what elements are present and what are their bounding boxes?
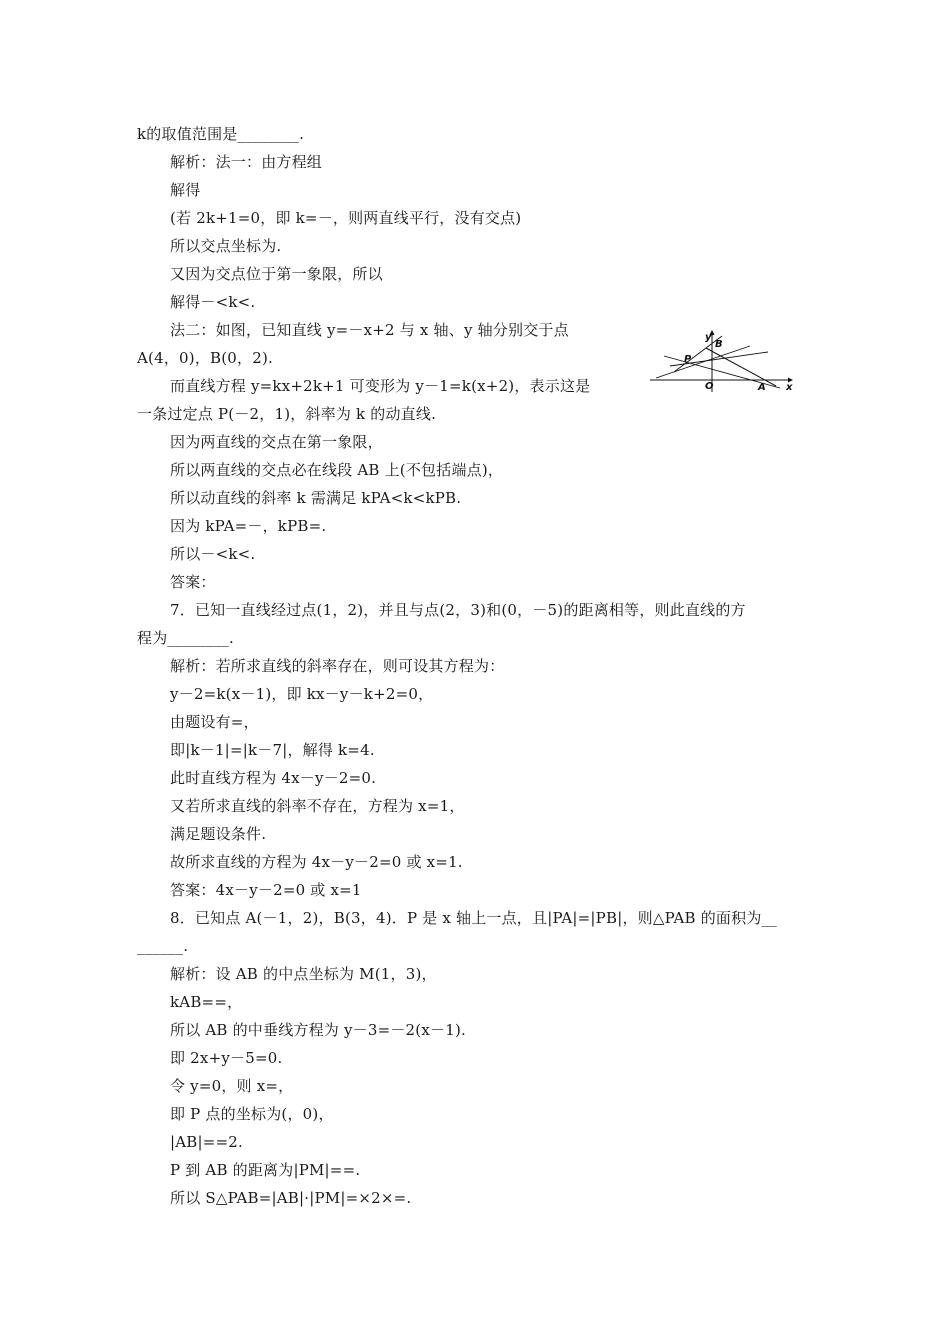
text-line-12: 因为两直线的交点在第一象限， [170,433,383,451]
text-line-35: 令 y=0，则 x=， [170,1077,294,1095]
text-line-37: |AB|==2. [170,1133,244,1151]
text-line-14: 所以动直线的斜率 k 需满足 kPA<k<kPB. [170,489,462,507]
text-line-2: 解析：法一：由方程组 [170,153,323,171]
text-line-18: 7．已知一直线经过点(1，2)，并且与点(2，3)和(0，－5)的距离相等，则此直线的方 [170,601,746,619]
text-line-16: 所以－<k<. [170,545,256,563]
text-line-29: 8．已知点 A(－1，2)，B(3，4)．P 是 x 轴上一点，且|PA|=|PB|，则△PAB 的面积为__ [170,909,777,927]
label-x: x [786,382,793,393]
text-line-11: 一条过定点 P(－2，1)，斜率为 k 的动直线. [137,405,437,423]
text-line-6: 又因为交点位于第一象限，所以 [170,265,383,283]
text-line-34: 即 2x+y－5=0. [170,1049,283,1067]
label-o: O [705,381,714,392]
label-a: A [758,382,766,393]
text-line-38: P 到 AB 的距离为|PM|==. [170,1161,361,1179]
text-line-27: 故所求直线的方程为 4x－y－2=0 或 x=1. [170,853,463,871]
text-line-9: A(4，0)，B(0，2). [137,349,274,367]
text-line-1: k的取值范围是________. [137,125,305,143]
text-line-21: y－2=k(x－1)，即 kx－y－k+2=0， [170,685,434,703]
text-line-7: 解得－<k<. [170,293,256,311]
text-line-31: 解析：设 AB 的中点坐标为 M(1，3)， [170,965,437,983]
text-line-23: 即|k－1|=|k－7|，解得 k=4. [170,741,375,759]
text-line-19: 程为________. [137,629,234,647]
text-line-33: 所以 AB 的中垂线方程为 y－3=－2(x－1). [170,1021,466,1039]
text-line-30: ______. [137,937,189,955]
text-line-36: 即 P 点的坐标为(，0)， [170,1105,334,1123]
text-line-8: 法二：如图，已知直线 y=－x+2 与 x 轴、y 轴分别交于点 [170,321,569,339]
text-line-10: 而直线方程 y=kx+2k+1 可变形为 y－1=k(x+2)，表示这是 [170,377,591,395]
text-line-3: 解得 [170,181,201,199]
text-line-28: 答案：4x－y－2=0 或 x=1 [170,881,362,899]
text-line-39: 所以 S△PAB=|AB|·|PM|=×2×=. [170,1189,412,1207]
text-line-4: (若 2k+1=0，即 k=－，则两直线平行，没有交点) [170,209,522,227]
label-y: y [705,332,712,343]
text-line-22: 由题设有=， [170,713,259,731]
text-line-20: 解析：若所求直线的斜率存在，则可设其方程为： [170,657,505,675]
text-line-24: 此时直线方程为 4x－y－2=0. [170,769,377,787]
text-line-26: 满足题设条件. [170,825,267,843]
text-line-13: 所以两直线的交点必在线段 AB 上(不包括端点)， [170,461,504,479]
label-b: B [715,339,723,350]
text-line-5: 所以交点坐标为. [170,237,282,255]
text-line-15: 因为 kPA=－，kPB=. [170,517,327,535]
text-line-32: kAB==， [170,993,243,1011]
text-line-25: 又若所求直线的斜率不存在，方程为 x=1， [170,797,465,815]
text-line-17: 答案： [170,573,216,591]
label-p: P [684,354,692,365]
coordinate-figure [650,328,800,396]
